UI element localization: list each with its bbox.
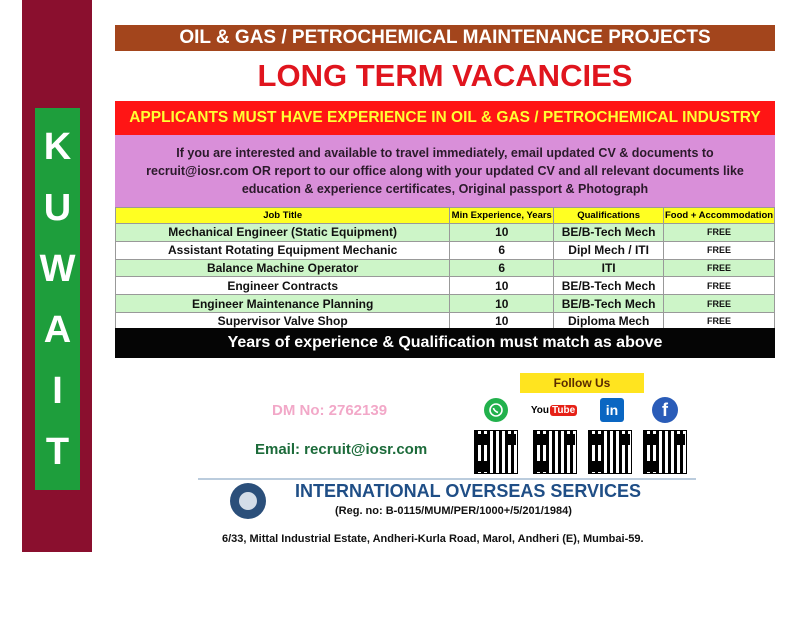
- job-title-cell: Mechanical Engineer (Static Equipment): [116, 224, 450, 242]
- food-cell: FREE: [664, 241, 775, 259]
- qualification-cell: ITI: [554, 259, 664, 277]
- experience-cell: 6: [450, 259, 554, 277]
- table-row: [116, 277, 775, 295]
- page-title: LONG TERM VACANCIES: [115, 51, 775, 101]
- qualification-cell: BE/B-Tech Mech: [554, 277, 664, 295]
- youtube-tube: Tube: [552, 404, 576, 416]
- linkedin-icon[interactable]: [600, 398, 624, 422]
- kuwait-letter: I: [52, 369, 63, 412]
- qr-code: [588, 430, 632, 474]
- experience-cell: 10: [450, 277, 554, 295]
- facebook-glyph: f: [662, 399, 668, 420]
- kuwait-letter: U: [43, 186, 72, 229]
- qualification-cell: Dipl Mech / ITI: [554, 241, 664, 259]
- company-name: INTERNATIONAL OVERSEAS SERVICES: [295, 481, 642, 501]
- table-header-row: [116, 208, 775, 224]
- job-title-cell: Supervisor Valve Shop: [116, 312, 450, 330]
- qr-code: [474, 430, 518, 474]
- col-header-experience: Min Experience, Years: [450, 208, 554, 224]
- kuwait-letter: W: [39, 247, 76, 290]
- country-label: [35, 108, 80, 490]
- requirement-banner: APPLICANTS MUST HAVE EXPERIENCE IN OIL & GAS / PETROCHEMICAL INDUSTRY: [115, 101, 775, 135]
- contact-email[interactable]: Email: recruit@iosr.com: [255, 441, 428, 458]
- registration-number: (Reg. no: B-0115/MUM/PER/1000+/5/201/1984): [335, 505, 572, 517]
- office-address: 6/33, Mittal Industrial Estate, Andheri-Kurla Road, Marol, Andheri (E), Mumbai-59.: [222, 533, 644, 545]
- follow-us-label: Follow Us: [520, 373, 644, 393]
- experience-cell: 10: [450, 224, 554, 242]
- food-cell: FREE: [664, 259, 775, 277]
- job-title-cell: Engineer Maintenance Planning: [116, 295, 450, 313]
- experience-cell: 10: [450, 312, 554, 330]
- projects-heading: OIL & GAS / PETROCHEMICAL MAINTENANCE PROJECTS: [115, 25, 775, 51]
- requirement-footer: Years of experience & Qualification must match as above: [115, 328, 775, 358]
- col-header-job-title: Job Title: [116, 208, 450, 224]
- food-cell: FREE: [664, 224, 775, 242]
- job-title-cell: Assistant Rotating Equipment Mechanic: [116, 241, 450, 259]
- kuwait-letter: A: [43, 308, 72, 351]
- qualification-cell: BE/B-Tech Mech: [554, 224, 664, 242]
- table-row: [116, 224, 775, 242]
- col-header-qualifications: Qualifications: [554, 208, 664, 224]
- kuwait-letter: K: [43, 125, 72, 168]
- qualification-cell: Diploma Mech: [554, 312, 664, 330]
- company-logo: [230, 483, 266, 519]
- food-cell: FREE: [664, 295, 775, 313]
- vacancy-table: [115, 207, 775, 331]
- job-title-cell: Balance Machine Operator: [116, 259, 450, 277]
- linkedin-glyph: in: [605, 402, 619, 418]
- food-cell: FREE: [664, 312, 775, 330]
- qualification-cell: BE/B-Tech Mech: [554, 295, 664, 313]
- whatsapp-icon[interactable]: [484, 398, 508, 422]
- table-row: [116, 241, 775, 259]
- experience-cell: 6: [450, 241, 554, 259]
- qr-code: [643, 430, 687, 474]
- application-instructions: [115, 135, 775, 207]
- facebook-icon[interactable]: [652, 397, 678, 423]
- youtube-wordmark: You: [530, 404, 549, 416]
- youtube-icon[interactable]: [530, 400, 576, 420]
- instructions-line: If you are interested and available to travel immediately, email updated CV & documents to: [176, 146, 714, 160]
- experience-cell: 10: [450, 295, 554, 313]
- qr-code: [533, 430, 577, 474]
- instructions-line: recruit@iosr.com OR report to our office along with your updated CV and all relevant documents like: [146, 164, 744, 178]
- instructions-line: education & experience certificates, Original passport & Photograph: [241, 182, 649, 196]
- job-title-cell: Engineer Contracts: [116, 277, 450, 295]
- kuwait-letter: T: [45, 430, 70, 473]
- food-cell: FREE: [664, 277, 775, 295]
- table-row: [116, 259, 775, 277]
- dm-number: DM No: 2762139: [272, 402, 388, 419]
- col-header-food: Food + Accommodation: [664, 208, 775, 224]
- table-row: [116, 295, 775, 313]
